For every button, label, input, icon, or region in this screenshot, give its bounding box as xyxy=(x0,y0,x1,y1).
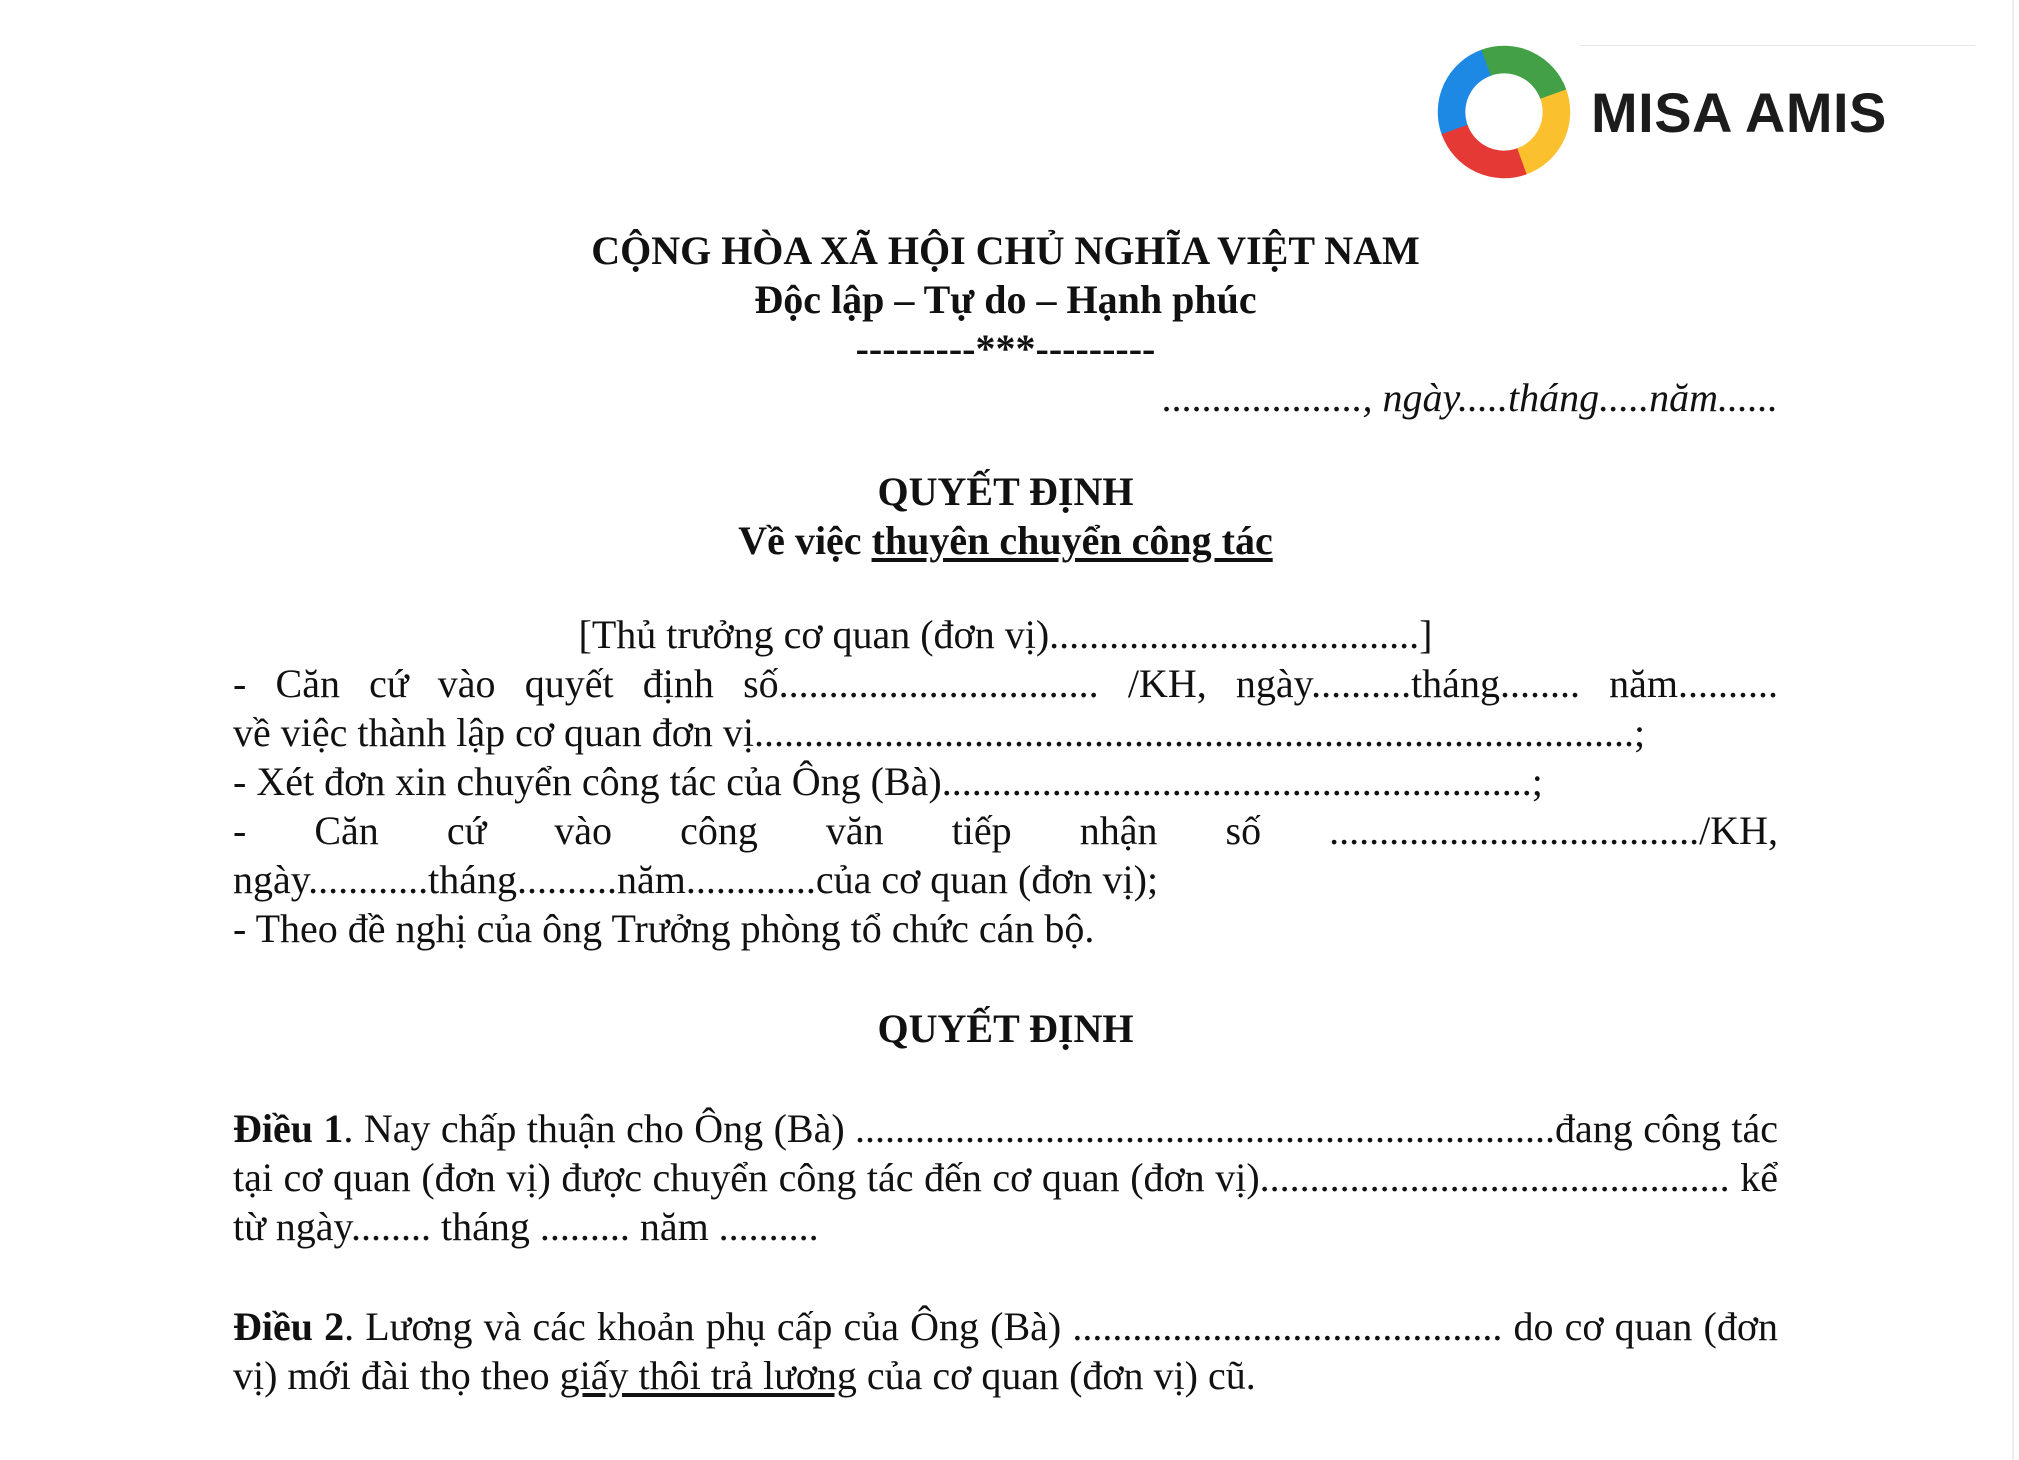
decision-document xyxy=(233,226,1778,1400)
article-2-label: Điều 2 xyxy=(233,1304,345,1349)
ground-line-3: - Xét đơn xin chuyển công tác của Ông (Bà)...........................................................; xyxy=(233,759,1543,804)
article-2-text-underlined: giấy thôi trả lương xyxy=(559,1353,857,1398)
article-1-text: . Nay chấp thuận cho Ông (Bà) ......................................................................đang công tác tại cơ quan (đơn vị) được chuyển công tác đến cơ quan (đơn vị)............................................... kể từ ngày........ tháng ......... năm .......... xyxy=(233,1106,1779,1249)
spacer xyxy=(233,422,1778,467)
spacer xyxy=(233,565,1778,610)
document-subject xyxy=(233,516,1778,565)
spacer xyxy=(233,1251,1778,1302)
spacer xyxy=(233,1053,1778,1104)
ground-line-6: - Theo đề nghị của ông Trưởng phòng tổ chức cán bộ. xyxy=(233,906,1095,951)
ground-line-2: về việc thành lập cơ quan đơn vị........................................................................................; xyxy=(233,710,1646,755)
ground-line-4: - Căn cứ vào công văn tiếp nhận số ...................................../KH, xyxy=(233,808,1778,853)
article-2 xyxy=(233,1302,1778,1400)
brand-name: MISA AMIS xyxy=(1591,80,1887,144)
article-2-text-before: . Lương và các khoản phụ cấp của Ông (Bà) ........................................... do cơ quan (đơn vị) mới đài thọ theo xyxy=(233,1304,1778,1398)
article-1 xyxy=(233,1104,1778,1251)
place-date-line: ...................., ngày.....tháng.....năm...... xyxy=(1162,375,1778,420)
spacer xyxy=(233,953,1778,1004)
decision-heading: QUYẾT ĐỊNH xyxy=(877,1006,1134,1051)
article-1-label: Điều 1 xyxy=(233,1106,344,1151)
nation-title: CỘNG HÒA XÃ HỘI CHỦ NGHĨA VIỆT NAM xyxy=(591,228,1420,273)
brand-logo xyxy=(1435,42,1887,182)
article-2-text-after: của cơ quan (đơn vị) cũ. xyxy=(856,1353,1256,1398)
subject-underlined: thuyên chuyển công tác xyxy=(871,518,1273,563)
misa-logo-icon xyxy=(1435,43,1573,181)
issuing-authority: [Thủ trưởng cơ quan (đơn vị).....................................] xyxy=(578,612,1433,657)
ground-line-1: - Căn cứ vào quyết định số................................ /KH, ngày..........tháng........ năm.......... xyxy=(233,661,1778,706)
ground-line-5: ngày............tháng..........năm.............của cơ quan (đơn vị); xyxy=(233,857,1159,902)
page-edge xyxy=(2012,0,2014,1460)
subject-prefix: Về việc xyxy=(738,518,872,563)
national-motto: Độc lập – Tự do – Hạnh phúc xyxy=(754,277,1257,322)
header-separator: ---------***--------- xyxy=(855,326,1156,371)
document-title: QUYẾT ĐỊNH xyxy=(877,469,1134,514)
